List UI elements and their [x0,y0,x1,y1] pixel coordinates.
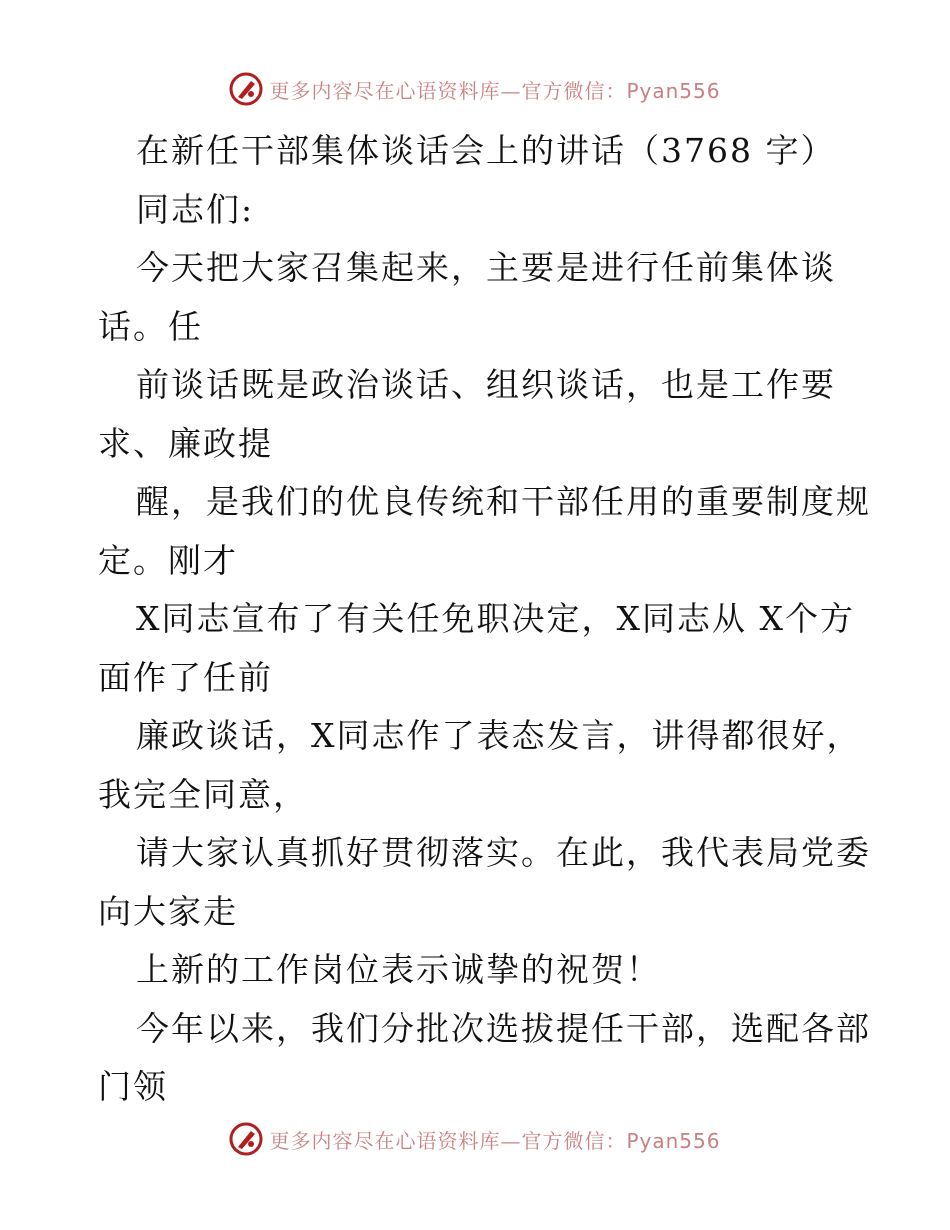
text-line: X同志宣布了有关任免职决定，X同志从 X个方 [136,599,855,638]
banner-dash: — [500,78,522,103]
header-banner [0,72,950,106]
text-line: 今年以来，我们分批次选拔提任干部，选配各部 [136,1008,871,1048]
text-line: 面作了任前 [98,657,273,697]
document-body [98,122,871,1117]
banner-main-text: 更多内容尽在心语资料库 [269,78,501,103]
text-line: 请大家认真抓好贯彻落实。在此，我代表局党委 [136,833,871,872]
text-line: 话。任 [98,306,203,346]
text-line: 上新的工作岗位表示诚挚的祝贺！ [136,950,661,989]
text-line: 求、廉政提 [98,423,273,463]
banner-text [269,75,720,104]
banner-text [269,1125,720,1154]
text-line: 今天把大家召集起来，主要是进行任前集体谈 [136,248,836,287]
text-line: 门领 [98,1067,168,1106]
text-line: 定。刚才 [98,540,238,580]
text-line: 向大家走 [98,891,238,931]
text-line: 我完全同意， [98,774,308,814]
text-line: 同志们: [136,189,255,229]
quill-logo-icon [229,1122,263,1156]
text-line: 廉政谈话，X同志作了表态发言，讲得都很好， [136,716,862,755]
quill-logo-icon [229,72,263,106]
text-line: 前谈话既是政治谈话、组织谈话，也是工作要 [136,365,836,404]
footer-banner [0,1122,950,1156]
document-title: 在新任干部集体谈话会上的讲话（3768 字） [136,131,836,170]
banner-contact: 官方微信：Pyan556 [521,78,721,103]
text-line: 醒，是我们的优良传统和干部任用的重要制度规 [136,482,871,521]
banner-contact: 官方微信：Pyan556 [521,1128,721,1153]
banner-main-text: 更多内容尽在心语资料库 [269,1128,501,1153]
banner-dash: — [500,1128,522,1153]
